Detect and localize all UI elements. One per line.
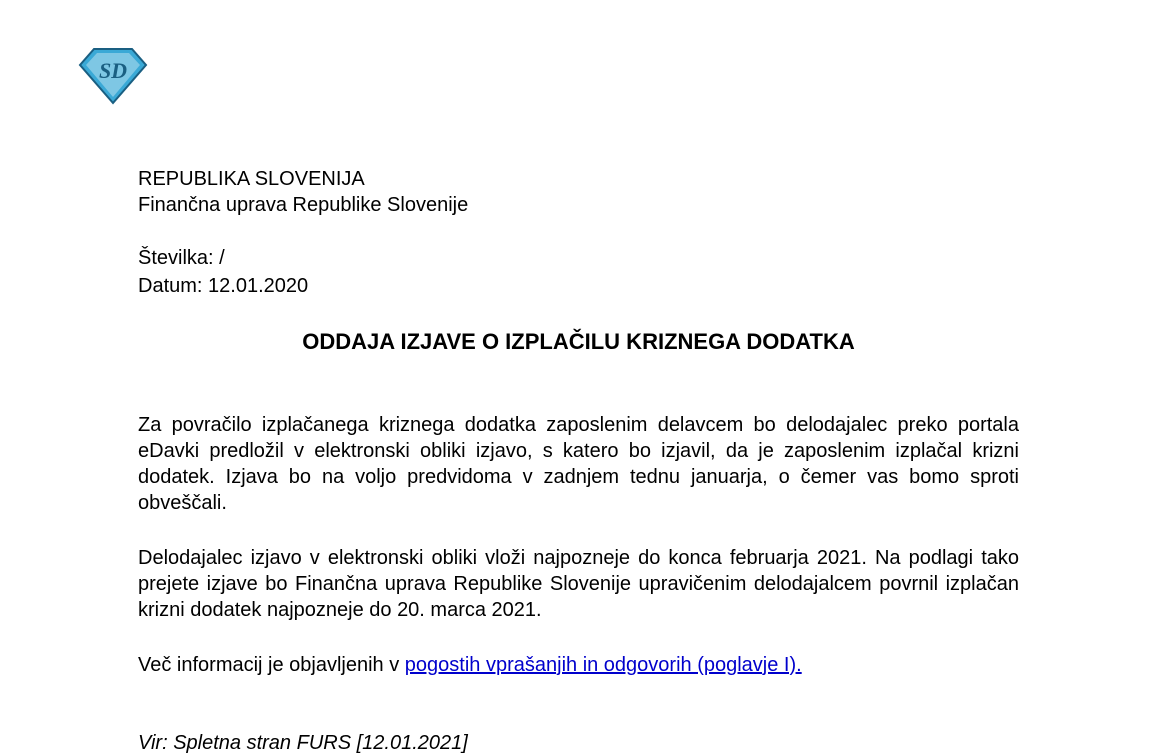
paragraph-deadline: Delodajalec izjavo v elektronski obliki vloži najpozneje do konca februarja 2021. Na podlagi tako prejete izjave bo Finančna uprava Republike Slovenije upravičenim delodajalcem povrnil izplačan krizni dodatek najpozneje do 20. marca 2021.	[138, 547, 1019, 621]
logo-letters: SD	[98, 58, 128, 83]
issuer-header	[138, 166, 468, 218]
document-meta	[138, 244, 308, 300]
issuer-country: REPUBLIKA SLOVENIJA	[138, 168, 365, 190]
sd-diamond-logo-icon	[78, 47, 148, 105]
issuer-agency: Finančna uprava Republike Slovenije	[138, 194, 469, 216]
paragraph-intro: Za povračilo izplačanega kriznega dodatka zaposlenim delavcem bo delodajalec preko portala eDavki predložil v elektronski obliki izjavo, s katero bo izjavil, da je zaposlenim izplačal krizni dodatek. Izjava bo na voljo predvidoma v zadnjem tednu januarja, o čemer vas bomo sproti obveščali.	[138, 414, 1019, 514]
document-date: Datum: 12.01.2020	[138, 275, 309, 297]
source-note: Vir: Spletna stran FURS [12.01.2021]	[138, 732, 468, 754]
more-info-text: Več informacij je objavljenih v	[138, 654, 405, 676]
paragraph-more-info	[138, 652, 1019, 678]
document-title: ODDAJA IZJAVE O IZPLAČILU KRIZNEGA DODATKA	[302, 329, 855, 354]
document-number: Številka: /	[138, 247, 225, 269]
faq-link[interactable]: pogostih vprašanjih in odgovorih (poglavje I).	[404, 654, 802, 676]
